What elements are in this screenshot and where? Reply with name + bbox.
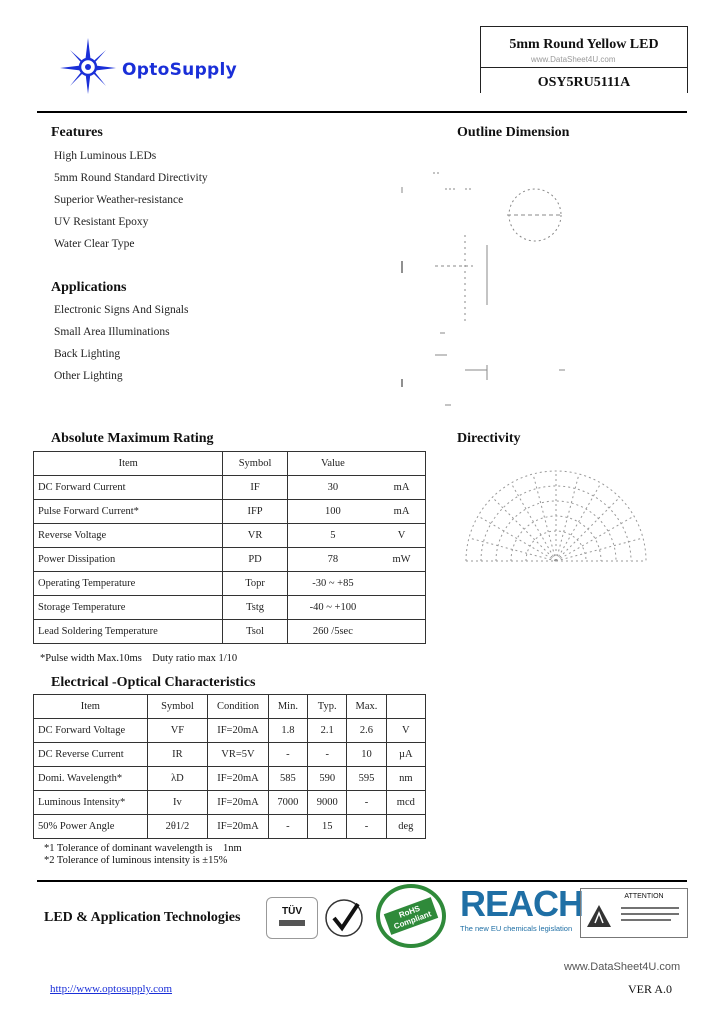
esd-warning-icon [585, 903, 613, 929]
cell: VF [147, 719, 208, 743]
cell: Luminous Intensity* [34, 791, 148, 815]
list-item: Back Lighting [54, 348, 121, 360]
eo-heading: Electrical -Optical Characteristics [51, 675, 256, 690]
cell: IF=20mA [208, 719, 269, 743]
cell: 2.6 [347, 719, 386, 743]
header-rule [37, 111, 687, 113]
version-label: VER A.0 [628, 982, 673, 996]
table-row [34, 524, 426, 548]
table-row [34, 572, 426, 596]
column-header: Max. [347, 695, 386, 719]
cell: PD [223, 548, 287, 572]
outline-heading: Outline Dimension [457, 125, 570, 140]
cell: 50% Power Angle [34, 815, 148, 839]
cell: 595 [347, 767, 386, 791]
cell: Domi. Wavelength* [34, 767, 148, 791]
applications-heading: Applications [51, 280, 127, 295]
rohs-badge [376, 884, 446, 948]
cell: Reverse Voltage [34, 524, 223, 548]
table-row [34, 548, 426, 572]
cell: 9000 [308, 791, 347, 815]
cell: 590 [308, 767, 347, 791]
reach-badge [460, 883, 584, 938]
list-item: Water Clear Type [54, 238, 135, 250]
cell: λD [147, 767, 208, 791]
cell: IF [223, 476, 287, 500]
cell: IF=20mA [208, 791, 269, 815]
cell: 260 /5sec [287, 620, 378, 644]
esd-attention-badge [580, 888, 688, 938]
cell: mW [378, 548, 425, 572]
features-list [54, 150, 208, 260]
reach-text: REACH [460, 883, 584, 924]
certification-mark-icon [277, 918, 307, 930]
cell: IF=20mA [208, 815, 269, 839]
cell: 2θ1/2 [147, 815, 208, 839]
column-header [378, 452, 425, 476]
eo-table [33, 694, 426, 839]
cell: Power Dissipation [34, 548, 223, 572]
cell: VR [223, 524, 287, 548]
eo-note-1: *1 Tolerance of dominant wavelength is 1nm [44, 843, 242, 854]
tuv-badge [266, 897, 318, 939]
features-heading: Features [51, 125, 103, 140]
cell: - [347, 815, 386, 839]
cell: Operating Temperature [34, 572, 223, 596]
cell: Tsol [223, 620, 287, 644]
list-item: Small Area Illuminations [54, 326, 170, 338]
cell [378, 620, 425, 644]
footer-rule [37, 880, 687, 882]
table-row [34, 767, 426, 791]
document-title: 5mm Round Yellow LED [509, 37, 659, 52]
cell: V [386, 719, 425, 743]
watermark-bottom: www.DataSheet4U.com [564, 961, 681, 973]
header-box [480, 26, 688, 93]
cell: - [268, 815, 307, 839]
cell: Lead Soldering Temperature [34, 620, 223, 644]
cell: 15 [308, 815, 347, 839]
tuv-text: TÜV [282, 906, 302, 917]
cell: Storage Temperature [34, 596, 223, 620]
fine-print-lines [621, 905, 681, 925]
cell: mA [378, 476, 425, 500]
rohs-text: RoHS Compliant [384, 897, 439, 935]
list-item: Other Lighting [54, 370, 123, 382]
table-row [34, 596, 426, 620]
list-item: Electronic Signs And Signals [54, 304, 189, 316]
directivity-chart [456, 471, 656, 571]
cell: DC Forward Voltage [34, 719, 148, 743]
cell: -30 ~ +85 [287, 572, 378, 596]
attention-text: ATTENTION [624, 893, 664, 900]
column-header: Symbol [223, 452, 287, 476]
list-item: High Luminous LEDs [54, 150, 157, 162]
cell [378, 596, 425, 620]
cell: Tstg [223, 596, 287, 620]
column-header: Symbol [147, 695, 208, 719]
star-burst-icon [58, 36, 118, 96]
table-row [34, 500, 426, 524]
list-item: UV Resistant Epoxy [54, 216, 149, 228]
table-row [34, 743, 426, 767]
table-row [34, 719, 426, 743]
cell: Topr [223, 572, 287, 596]
cell: 78 [287, 548, 378, 572]
cell: - [268, 743, 307, 767]
column-header: Typ. [308, 695, 347, 719]
cell: µA [386, 743, 425, 767]
column-header: Item [34, 452, 223, 476]
cell: 10 [347, 743, 386, 767]
eo-note-2: *2 Tolerance of luminous intensity is ±15% [44, 855, 228, 866]
cell: mcd [386, 791, 425, 815]
checkmark-badge-icon [320, 896, 370, 940]
cell: 585 [268, 767, 307, 791]
table-row [34, 620, 426, 644]
cell: mA [378, 500, 425, 524]
cell: -40 ~ +100 [287, 596, 378, 620]
cell [378, 572, 425, 596]
column-header: Condition [208, 695, 269, 719]
column-header [386, 695, 425, 719]
cell: DC Forward Current [34, 476, 223, 500]
column-header: Item [34, 695, 148, 719]
cell: 7000 [268, 791, 307, 815]
cell: deg [386, 815, 425, 839]
column-header: Min. [268, 695, 307, 719]
part-number: OSY5RU5111A [537, 75, 631, 90]
cell: DC Reverse Current [34, 743, 148, 767]
cell: VR=5V [208, 743, 269, 767]
table-header-row [34, 695, 426, 719]
cell: IR [147, 743, 208, 767]
cell: Pulse Forward Current* [34, 500, 223, 524]
table-row [34, 476, 426, 500]
cell: IF=20mA [208, 767, 269, 791]
applications-list [54, 304, 188, 392]
table-row [34, 815, 426, 839]
outline-drawing [395, 165, 595, 405]
list-item: Superior Weather-resistance [54, 194, 184, 206]
reach-subtitle: The new EU chemicals legislation [460, 924, 573, 933]
table-row [34, 791, 426, 815]
abs-max-table [33, 451, 426, 644]
abs-max-note: *Pulse width Max.10ms Duty ratio max 1/10 [40, 653, 238, 664]
column-header: Value [287, 452, 378, 476]
cell: 5 [287, 524, 378, 548]
abs-max-heading: Absolute Maximum Rating [51, 431, 214, 446]
cell: 1.8 [268, 719, 307, 743]
cell: 2.1 [308, 719, 347, 743]
cell: IFP [223, 500, 287, 524]
cell: - [308, 743, 347, 767]
list-item: 5mm Round Standard Directivity [54, 172, 208, 184]
cell: Iv [147, 791, 208, 815]
directivity-heading: Directivity [457, 431, 521, 446]
cell: 100 [287, 500, 378, 524]
cell: V [378, 524, 425, 548]
cell: - [347, 791, 386, 815]
watermark-top: www.DataSheet4U.com [531, 55, 616, 64]
cell: 30 [287, 476, 378, 500]
table-header-row [34, 452, 426, 476]
website-link[interactable]: http://www.optosupply.com [50, 983, 173, 995]
footer-tagline: LED & Application Technologies [44, 910, 241, 925]
logo [58, 36, 278, 96]
logo-text: OptoSupply [122, 60, 238, 80]
cell: nm [386, 767, 425, 791]
